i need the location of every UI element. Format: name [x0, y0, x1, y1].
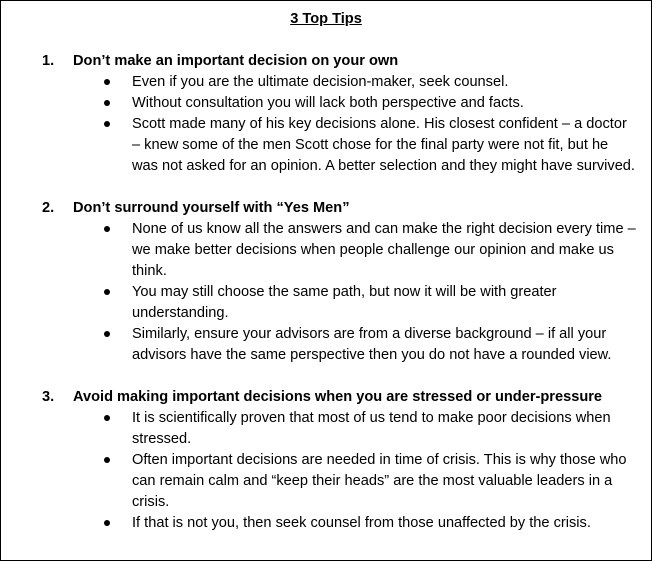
bullet-dot-icon: [104, 100, 110, 106]
tip-3: [1, 387, 651, 534]
bullet-item: [1, 324, 651, 366]
bullet-item: [1, 450, 651, 513]
bullet-dot-icon: [104, 226, 110, 232]
bullet-list: [1, 408, 651, 534]
tip-number: 2.: [42, 200, 55, 216]
bullet-text: Without consultation you will lack both perspective and facts.: [132, 95, 524, 111]
bullet-dot-icon: [104, 79, 110, 85]
bullet-dot-icon: [104, 289, 110, 295]
bullet-list: [1, 72, 651, 177]
bullet-dot-icon: [104, 415, 110, 421]
tip-2: [1, 198, 651, 366]
bullet-text: Similarly, ensure your advisors are from a diverse background – if all your advisors have the same perspective then you do not have a rounded view.: [132, 326, 612, 363]
bullet-dot-icon: [104, 121, 110, 127]
tip-heading-text: Don’t surround yourself with “Yes Men”: [73, 200, 350, 216]
document-title: 3 Top Tips: [290, 11, 362, 27]
bullet-item: [1, 93, 651, 114]
tip-heading-text: Don’t make an important decision on your own: [73, 53, 399, 69]
tip-1: [1, 51, 651, 177]
tip-heading: [1, 387, 651, 408]
bullet-text: It is scientifically proven that most of us tend to make poor decisions when stressed.: [132, 410, 611, 447]
bullet-item: [1, 282, 651, 324]
bullet-dot-icon: [104, 331, 110, 337]
tips-list: [1, 51, 651, 555]
bullet-item: [1, 114, 651, 177]
bullet-text: Even if you are the ultimate decision-maker, seek counsel.: [132, 74, 509, 90]
bullet-dot-icon: [104, 457, 110, 463]
bullet-text: You may still choose the same path, but now it will be with greater understanding.: [132, 284, 557, 321]
bullet-text: Often important decisions are needed in time of crisis. This is why those who can remain calm and “keep their heads” are the most valuable leaders in a crisis.: [132, 452, 627, 510]
bullet-text: If that is not you, then seek counsel from those unaffected by the crisis.: [132, 515, 591, 531]
bullet-item: [1, 72, 651, 93]
bullet-item: [1, 513, 651, 534]
bullet-text: None of us know all the answers and can make the right decision every time – we make better decisions when people challenge our opinion and make us think.: [132, 221, 636, 279]
bullet-list: [1, 219, 651, 366]
bullet-text: Scott made many of his key decisions alone. His closest confident – a doctor – knew some of the men Scott chose for the final party were not fit, but he was not asked for an opinion. A better selection and they might have survived.: [132, 116, 635, 174]
tip-number: 3.: [42, 389, 55, 405]
tip-heading-text: Avoid making important decisions when you are stressed or under-pressure: [73, 389, 603, 405]
bullet-item: [1, 219, 651, 282]
bullet-item: [1, 408, 651, 450]
tip-heading: [1, 51, 651, 72]
tip-heading: [1, 198, 651, 219]
bullet-dot-icon: [104, 520, 110, 526]
tip-number: 1.: [42, 53, 55, 69]
